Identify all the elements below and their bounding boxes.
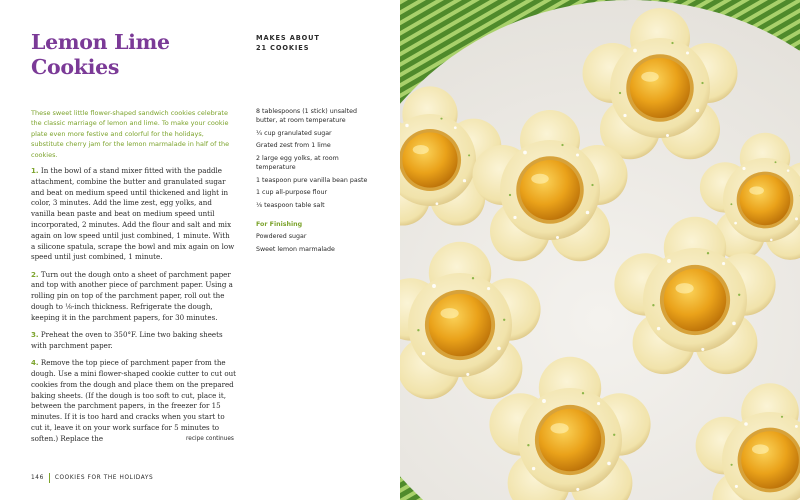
footer-divider bbox=[49, 473, 50, 483]
step-text: In the bowl of a stand mixer fitted with the paddle attachment, combine the butter and granulated sugar and beat on medium speed until thickened and light in color, 3 minutes. Add the lime zest, egg yolks, and vanilla bean paste and beat on medium speed until incorporated, 2 minutes. Add the flour and salt and mix again on low speed until just combined, 1 minute. With a silicone spatula, scrape the bowl and mix again on low speed until just combined, 1 minute. bbox=[31, 166, 235, 262]
step-1 bbox=[31, 166, 236, 263]
step-number: 2. bbox=[31, 269, 39, 279]
section-name: COOKIES FOR THE HOLIDAYS bbox=[54, 475, 154, 481]
ingredient-item: ⅛ teaspoon table salt bbox=[256, 201, 325, 209]
recipe-steps bbox=[31, 166, 236, 451]
recipe-title-line-1: Lemon Lime bbox=[31, 30, 170, 54]
step-number: 3. bbox=[31, 330, 39, 340]
ingredient-item: 1 teaspoon pure vanilla bean paste bbox=[256, 176, 368, 184]
finishing-item: Sweet lemon marmalade bbox=[256, 245, 335, 253]
step-number: 4. bbox=[31, 358, 39, 368]
page-number: 146 bbox=[31, 475, 44, 481]
ingredients-list bbox=[256, 107, 368, 258]
step-text: Remove the top piece of parchment paper from the dough. Use a mini flower-shaped cookie cutter to cut out cookies from the dough and place them on the prepared baking sheets. (If the dough is too soft to cut, place it, between the parchment papers, in the freezer for 15 minutes. If it is too hard and cracks when you start to cut it, leave it on your work surface for 5 minutes to soften.) Replace the bbox=[31, 358, 237, 443]
finishing-item: Powdered sugar bbox=[256, 233, 307, 241]
ingredient-item: 8 tablespoons (1 stick) unsalted butter, at room temperature bbox=[256, 108, 357, 125]
yield-line-2: 21 COOKIES bbox=[256, 43, 310, 52]
recipe-continues-note: recipe continues bbox=[186, 436, 234, 442]
recipe-yield bbox=[256, 34, 366, 53]
ingredient-item: ¼ cup granulated sugar bbox=[256, 129, 332, 137]
recipe-title-line-2: Cookies bbox=[31, 55, 120, 79]
step-number: 1. bbox=[31, 166, 39, 175]
cookie-photo bbox=[400, 0, 800, 500]
step-4 bbox=[31, 358, 236, 444]
step-text: Preheat the oven to 350°F. Line two baking sheets with parchment paper. bbox=[31, 330, 223, 350]
ingredient-item: 1 cup all-purpose flour bbox=[256, 189, 328, 197]
step-2 bbox=[31, 270, 236, 324]
finishing-heading: For Finishing bbox=[256, 221, 303, 229]
recipe-intro: These sweet little flower-shaped sandwich cookies celebrate the classic marriage of lemon and lime. To make your cookie plate even more festive and colorful for the holidays, substitute cherry jam for the lemon marmalade in half of the cookies. bbox=[31, 109, 230, 159]
yield-line-1: MAKES ABOUT bbox=[256, 34, 320, 42]
ingredient-item: 2 large egg yolks, at room temperature bbox=[256, 154, 339, 172]
page-footer bbox=[31, 473, 153, 483]
step-text: Turn out the dough onto a sheet of parchment paper and top with another piece of parchment paper. Using a rolling pin on top of the parchment paper, roll out the dough to ⅛-inch thickness. Refrigerate the dough, keeping it in the parchment papers, for 30 minutes. bbox=[31, 269, 233, 322]
step-3 bbox=[31, 330, 236, 352]
recipe-title bbox=[31, 30, 241, 80]
ingredient-item: Grated zest from 1 lime bbox=[256, 142, 331, 150]
